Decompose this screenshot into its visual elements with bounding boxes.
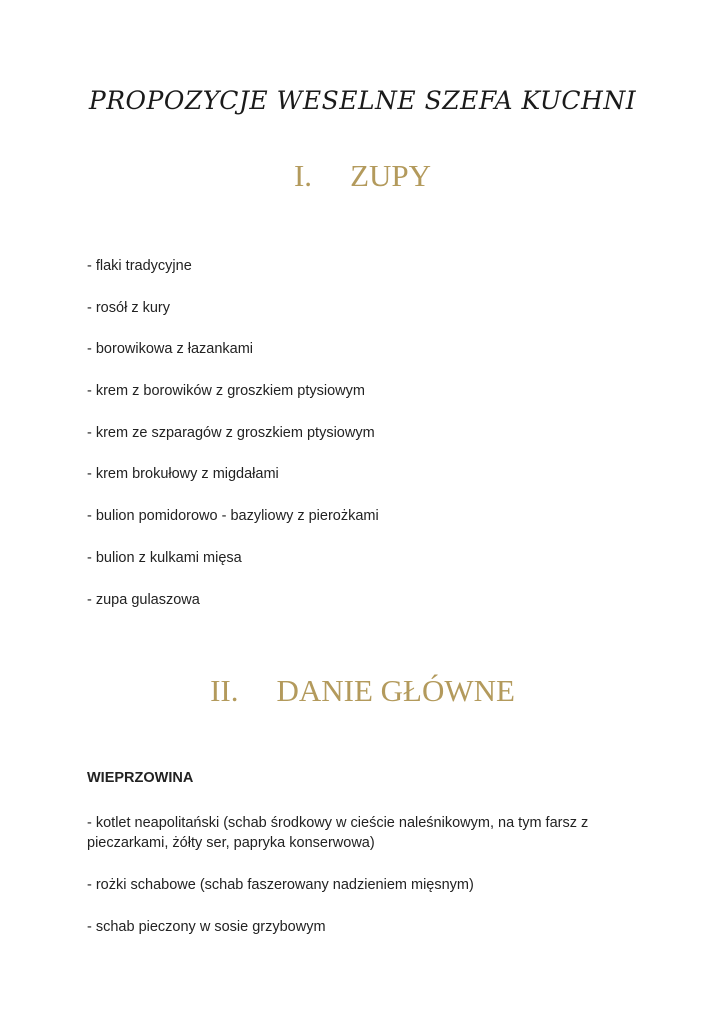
section-name: ZUPY [350,158,432,193]
subheading-wieprzowina: WIEPRZOWINA [87,770,194,786]
list-item: - zupa gulaszowa [87,592,200,608]
list-item: - kotlet neapolitański (schab środkowy w cieście naleśnikowym, na tym farsz z pieczarkami, żółty ser, papryka konserwowa) [87,815,589,851]
section-number: II. [210,673,239,708]
section-heading-zupy [0,158,725,194]
list-item: - flaki tradycyjne [87,258,192,274]
section-number: I. [293,158,313,193]
list-item: - krem brokułowy z migdałami [87,466,279,482]
list-item: - schab pieczony w sosie grzybowym [87,919,326,935]
section-heading-danie-glowne [0,673,725,709]
list-item: - borowikowa z łazankami [87,341,254,357]
list-item: - bulion z kulkami mięsa [87,550,242,566]
section-name: DANIE GŁÓWNE [276,673,515,708]
list-item: - bulion pomidorowo - bazyliowy z pierożkami [87,508,379,524]
list-item: - rożki schabowe (schab faszerowany nadzieniem mięsnym) [87,877,474,893]
list-item: - rosół z kury [87,300,170,316]
list-item: - krem z borowików z groszkiem ptysiowym [87,383,365,399]
page-title: PROPOZYCJE WESELNE SZEFA KUCHNI [88,86,637,115]
list-item: - krem ze szparagów z groszkiem ptysiowym [87,425,375,441]
